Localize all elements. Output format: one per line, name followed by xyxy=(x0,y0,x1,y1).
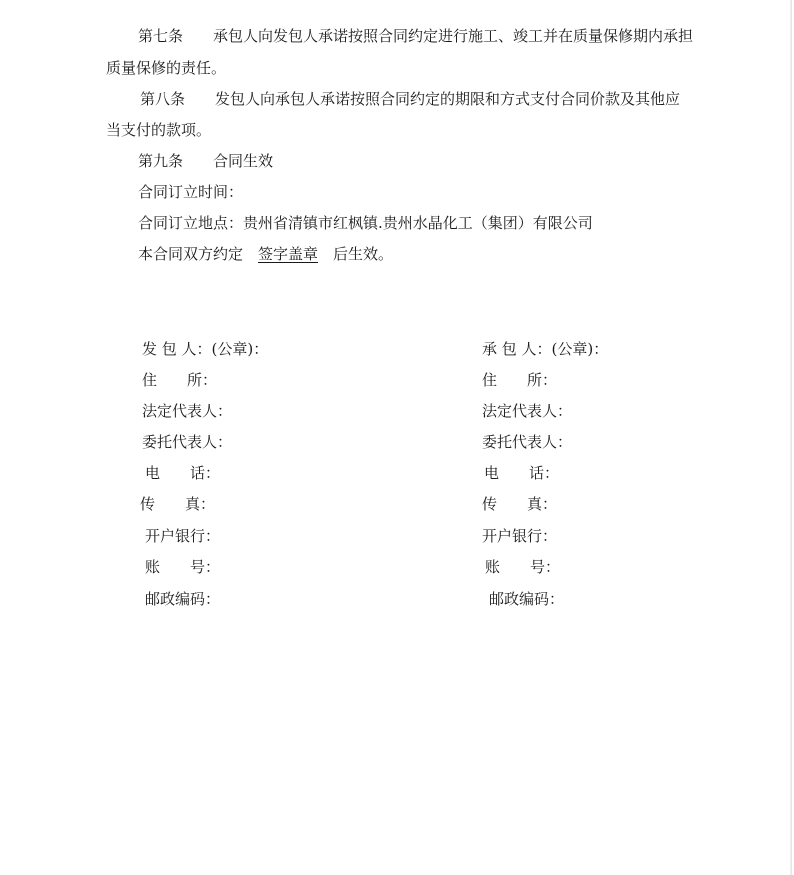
contractor-phone: 电 话： xyxy=(484,464,560,482)
signing-place-label: 合同订立地点： xyxy=(138,214,244,232)
signing-time: 合同订立时间： xyxy=(138,183,244,201)
article-9-heading xyxy=(138,151,273,171)
article-8-text: 发包人向承包人承诺按照合同约定的期限和方式支付合同价款及其他应 xyxy=(215,90,681,108)
signing-place-value: 贵州省清镇市红枫镇.贵州水晶化工（集团）有限公司 xyxy=(243,214,593,232)
employer-address: 住 所： xyxy=(142,371,218,389)
contractor-postcode: 邮政编码： xyxy=(489,590,565,608)
contractor-fax: 传 真： xyxy=(482,495,558,513)
signing-place xyxy=(138,213,593,233)
article-7-number: 第七条 xyxy=(138,27,184,45)
article-9-title: 合同生效 xyxy=(213,152,274,170)
contractor-title: 承 包 人：(公章)： xyxy=(482,340,609,358)
effective-suffix: 后生效。 xyxy=(333,245,394,263)
article-8-line-1 xyxy=(140,89,680,109)
effective-clause xyxy=(138,244,393,264)
employer-legal-rep: 法定代表人： xyxy=(142,402,233,420)
employer-postcode: 邮政编码： xyxy=(145,590,221,608)
page-edge xyxy=(790,0,792,875)
article-9-number: 第九条 xyxy=(138,152,184,170)
article-8-number: 第八条 xyxy=(140,90,186,108)
article-7-line-2: 质量保修的责任。 xyxy=(106,59,227,77)
employer-bank: 开户银行： xyxy=(145,527,221,545)
contractor-account: 账 号： xyxy=(485,558,561,576)
employer-title: 发 包 人：(公章)： xyxy=(142,340,269,358)
contractor-bank: 开户银行： xyxy=(482,527,558,545)
article-7-text: 承包人向发包人承诺按照合同约定进行施工、竣工并在质量保修期内承担 xyxy=(213,27,694,45)
effective-prefix: 本合同双方约定 xyxy=(138,245,244,263)
article-7-line-1 xyxy=(138,26,693,46)
contractor-legal-rep: 法定代表人： xyxy=(482,402,573,420)
effective-value: 签字盖章 xyxy=(258,245,319,263)
employer-fax: 传 真： xyxy=(140,495,216,513)
employer-account: 账 号： xyxy=(145,558,221,576)
employer-phone: 电 话： xyxy=(145,464,221,482)
effective-value-underlined xyxy=(243,245,333,263)
contractor-agent: 委托代表人： xyxy=(482,433,573,451)
contractor-address: 住 所： xyxy=(482,371,558,389)
employer-agent: 委托代表人： xyxy=(142,433,233,451)
article-8-line-2: 当支付的款项。 xyxy=(106,121,212,139)
